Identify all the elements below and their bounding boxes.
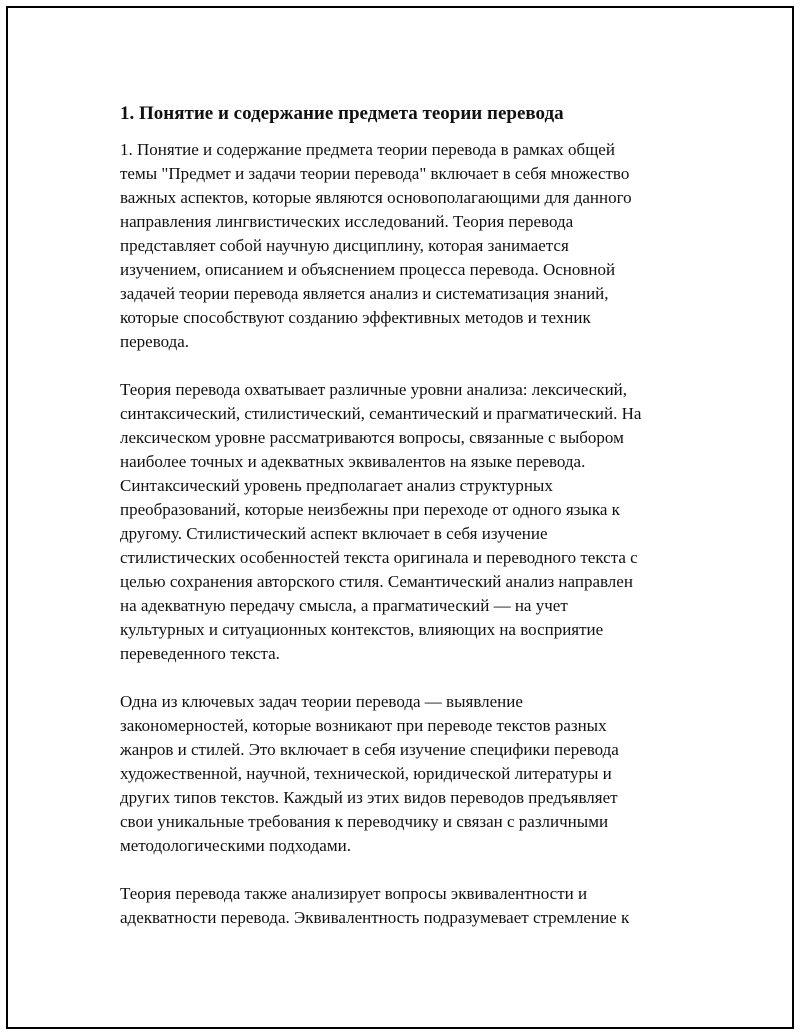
paragraph-4 bbox=[120, 882, 690, 930]
paragraph-3 bbox=[120, 690, 690, 858]
text-line: направления лингвистических исследований. Теория перевода bbox=[120, 212, 574, 231]
page-frame bbox=[6, 6, 794, 1029]
text-line: стилистических особенностей текста оригинала и переводного текста с bbox=[120, 548, 638, 567]
text-line: перевода. bbox=[120, 332, 190, 351]
text-line: методологическими подходами. bbox=[120, 836, 351, 855]
text-line: другому. Стилистический аспект включает в себя изучение bbox=[120, 524, 548, 543]
text-line: на адекватную передачу смысла, а прагматический — на учет bbox=[120, 596, 568, 615]
text-line: жанров и стилей. Это включает в себя изучение специфики перевода bbox=[120, 740, 619, 759]
text-line: Теория перевода также анализирует вопросы эквивалентности и bbox=[120, 884, 588, 903]
text-line: которые способствуют созданию эффективных методов и техник bbox=[120, 308, 591, 327]
text-line: 1. Понятие и содержание предмета теории перевода в рамках общей bbox=[120, 140, 615, 159]
text-line: адекватности перевода. Эквивалентность подразумевает стремление к bbox=[120, 908, 630, 927]
text-line: закономерностей, которые возникают при переводе текстов разных bbox=[120, 716, 607, 735]
text-line: задачей теории перевода является анализ и систематизация знаний, bbox=[120, 284, 609, 303]
document-body bbox=[120, 102, 690, 954]
text-line: культурных и ситуационных контекстов, влияющих на восприятие bbox=[120, 620, 604, 639]
text-line: Теория перевода охватывает различные уровни анализа: лексический, bbox=[120, 380, 628, 399]
text-line: Одна из ключевых задач теории перевода — выявление bbox=[120, 692, 523, 711]
text-line: темы "Предмет и задачи теории перевода" включает в себя множество bbox=[120, 164, 630, 183]
text-line: других типов текстов. Каждый из этих видов переводов предъявляет bbox=[120, 788, 618, 807]
paragraph-2 bbox=[120, 378, 690, 666]
text-line: представляет собой научную дисциплину, которая занимается bbox=[120, 236, 569, 255]
text-line: свои уникальные требования к переводчику и связан с различными bbox=[120, 812, 609, 831]
text-line: переведенного текста. bbox=[120, 644, 280, 663]
text-line: целью сохранения авторского стиля. Семантический анализ направлен bbox=[120, 572, 633, 591]
paragraph-1 bbox=[120, 138, 690, 354]
text-line: важных аспектов, которые являются основополагающими для данного bbox=[120, 188, 632, 207]
page-title: 1. Понятие и содержание предмета теории перевода bbox=[120, 103, 564, 124]
text-line: наиболее точных и адекватных эквивалентов на языке перевода. bbox=[120, 452, 586, 471]
text-line: синтаксический, стилистический, семантический и прагматический. На bbox=[120, 404, 642, 423]
text-line: художественной, научной, технической, юридической литературы и bbox=[120, 764, 612, 783]
text-line: Синтаксический уровень предполагает анализ структурных bbox=[120, 476, 553, 495]
text-line: преобразований, которые неизбежны при переходе от одного языка к bbox=[120, 500, 620, 519]
text-line: изучением, описанием и объяснением процесса перевода. Основной bbox=[120, 260, 616, 279]
text-line: лексическом уровне рассматриваются вопросы, связанные с выбором bbox=[120, 428, 624, 447]
